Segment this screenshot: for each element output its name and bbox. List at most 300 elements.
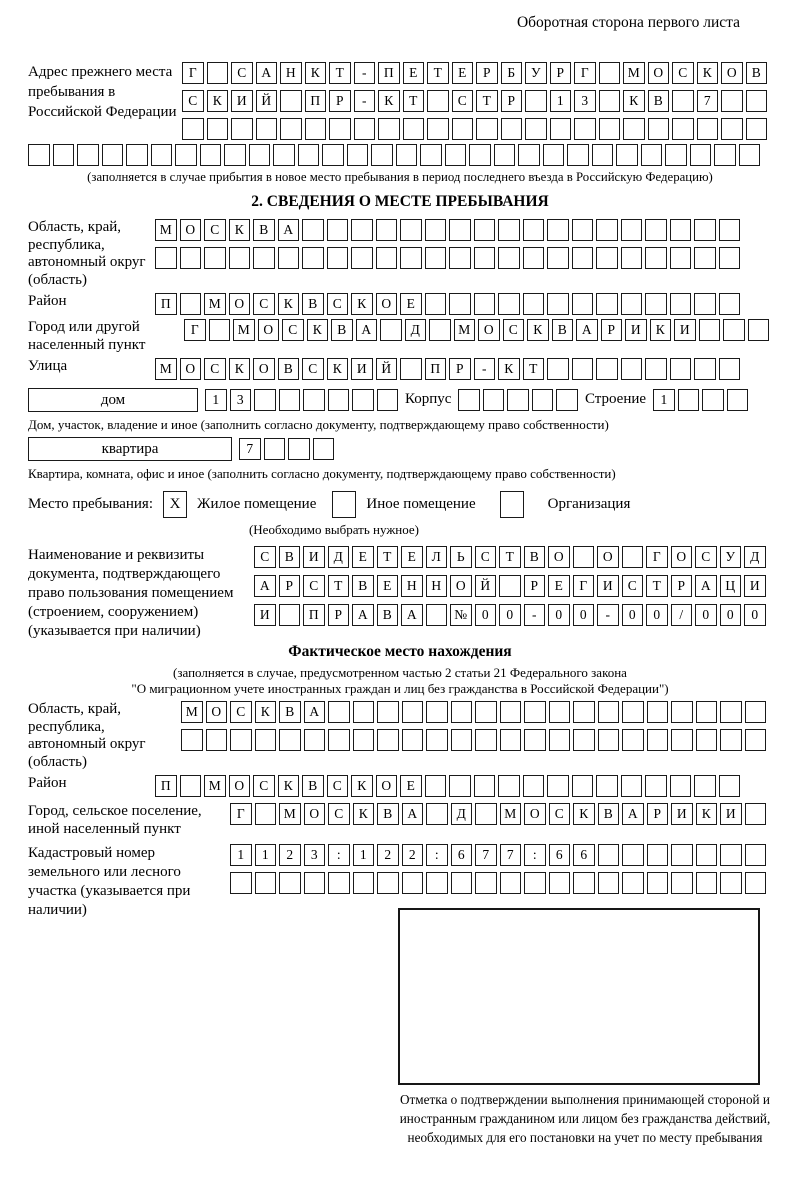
char-cell[interactable] [449,293,471,315]
char-cell[interactable] [645,358,667,380]
char-cell[interactable]: Г [573,575,595,597]
char-cell[interactable] [426,701,448,723]
char-cell[interactable] [647,872,669,894]
char-cell[interactable] [402,701,424,723]
char-cell[interactable]: Й [256,90,278,112]
char-cell[interactable] [721,90,743,112]
char-cell[interactable] [255,729,277,751]
char-cell[interactable] [427,118,449,140]
char-cell[interactable]: Е [400,293,422,315]
char-cell[interactable]: 0 [573,604,595,626]
char-cell[interactable] [279,389,301,411]
char-cell[interactable]: О [180,219,202,241]
char-cell[interactable]: С [204,219,226,241]
char-cell[interactable] [622,872,644,894]
char-cell[interactable] [549,701,571,723]
char-cell[interactable]: Т [523,358,545,380]
char-cell[interactable] [230,729,252,751]
char-cell[interactable]: 3 [574,90,596,112]
char-cell[interactable]: : [426,844,448,866]
char-cell[interactable]: Т [476,90,498,112]
char-cell[interactable]: И [303,546,325,568]
char-cell[interactable]: О [180,358,202,380]
char-cell[interactable]: И [625,319,647,341]
char-cell[interactable] [598,701,620,723]
char-cell[interactable] [696,844,718,866]
char-cell[interactable]: X [163,491,187,518]
char-cell[interactable]: С [302,358,324,380]
char-cell[interactable] [377,729,399,751]
char-cell[interactable] [543,144,565,166]
char-cell[interactable] [302,247,324,269]
char-cell[interactable] [518,144,540,166]
char-cell[interactable]: О [206,701,228,723]
char-cell[interactable] [426,872,448,894]
char-cell[interactable] [696,701,718,723]
char-cell[interactable] [748,319,770,341]
char-cell[interactable] [670,775,692,797]
char-cell[interactable]: С [327,775,349,797]
char-cell[interactable] [498,219,520,241]
char-cell[interactable]: Т [328,575,350,597]
char-cell[interactable] [523,247,545,269]
char-cell[interactable] [175,144,197,166]
char-cell[interactable]: О [671,546,693,568]
char-cell[interactable] [322,144,344,166]
char-cell[interactable]: У [720,546,742,568]
char-cell[interactable] [500,701,522,723]
char-cell[interactable] [678,389,700,411]
char-cell[interactable] [694,247,716,269]
char-cell[interactable]: С [549,803,571,825]
char-cell[interactable] [694,219,716,241]
char-cell[interactable] [377,389,399,411]
char-cell[interactable]: А [278,219,300,241]
char-cell[interactable]: Й [376,358,398,380]
char-cell[interactable] [574,118,596,140]
char-cell[interactable] [200,144,222,166]
char-cell[interactable] [592,144,614,166]
char-cell[interactable] [670,219,692,241]
char-cell[interactable] [451,872,473,894]
char-cell[interactable]: К [351,293,373,315]
char-cell[interactable] [596,775,618,797]
char-cell[interactable]: К [353,803,375,825]
char-cell[interactable]: Л [426,546,448,568]
char-cell[interactable]: О [253,358,275,380]
char-cell[interactable]: С [231,62,253,84]
char-cell[interactable]: С [204,358,226,380]
char-cell[interactable] [702,389,724,411]
char-cell[interactable] [567,144,589,166]
char-cell[interactable] [573,729,595,751]
char-cell[interactable] [452,118,474,140]
char-cell[interactable]: Т [329,62,351,84]
char-cell[interactable]: М [279,803,301,825]
char-cell[interactable]: 1 [230,844,252,866]
char-cell[interactable] [647,701,669,723]
char-cell[interactable] [616,144,638,166]
char-cell[interactable]: Д [328,546,350,568]
char-cell[interactable]: И [671,803,693,825]
char-cell[interactable] [273,144,295,166]
char-cell[interactable]: А [576,319,598,341]
char-cell[interactable]: К [351,775,373,797]
char-cell[interactable] [445,144,467,166]
char-cell[interactable] [253,247,275,269]
char-cell[interactable]: Е [377,575,399,597]
char-cell[interactable] [647,844,669,866]
char-cell[interactable] [469,144,491,166]
char-cell[interactable]: 0 [744,604,766,626]
char-cell[interactable]: 6 [549,844,571,866]
char-cell[interactable] [694,775,716,797]
char-cell[interactable]: Г [646,546,668,568]
char-cell[interactable]: В [524,546,546,568]
char-cell[interactable]: 2 [377,844,399,866]
char-cell[interactable] [645,247,667,269]
char-cell[interactable] [671,701,693,723]
char-cell[interactable]: 7 [475,844,497,866]
char-cell[interactable] [622,729,644,751]
char-cell[interactable] [427,90,449,112]
char-cell[interactable]: В [377,604,399,626]
char-cell[interactable]: - [474,358,496,380]
char-cell[interactable] [547,775,569,797]
char-cell[interactable]: С [253,775,275,797]
char-cell[interactable]: О [478,319,500,341]
char-cell[interactable]: А [356,319,378,341]
char-cell[interactable] [380,319,402,341]
char-cell[interactable]: Н [401,575,423,597]
char-cell[interactable]: А [256,62,278,84]
char-cell[interactable] [155,247,177,269]
char-cell[interactable] [328,872,350,894]
char-cell[interactable]: С [230,701,252,723]
char-cell[interactable]: 2 [279,844,301,866]
char-cell[interactable] [621,219,643,241]
char-cell[interactable]: В [746,62,768,84]
char-cell[interactable]: О [524,803,546,825]
char-cell[interactable]: К [498,358,520,380]
char-cell[interactable] [500,872,522,894]
char-cell[interactable]: 6 [451,844,473,866]
char-cell[interactable]: - [524,604,546,626]
char-cell[interactable]: С [182,90,204,112]
char-cell[interactable] [206,729,228,751]
char-cell[interactable]: Н [280,62,302,84]
char-cell[interactable]: : [524,844,546,866]
char-cell[interactable]: А [304,701,326,723]
char-cell[interactable] [278,247,300,269]
char-cell[interactable]: И [254,604,276,626]
char-cell[interactable] [305,118,327,140]
char-cell[interactable]: И [720,803,742,825]
char-cell[interactable]: И [744,575,766,597]
char-cell[interactable] [720,701,742,723]
char-cell[interactable]: М [623,62,645,84]
char-cell[interactable]: 1 [255,844,277,866]
char-cell[interactable] [402,729,424,751]
char-cell[interactable] [371,144,393,166]
char-cell[interactable] [425,293,447,315]
char-cell[interactable]: О [450,575,472,597]
char-cell[interactable] [327,219,349,241]
char-cell[interactable]: Т [427,62,449,84]
char-cell[interactable]: Е [400,775,422,797]
char-cell[interactable] [500,729,522,751]
char-cell[interactable] [420,144,442,166]
char-cell[interactable] [377,872,399,894]
char-cell[interactable]: Р [524,575,546,597]
char-cell[interactable] [304,729,326,751]
char-cell[interactable] [547,219,569,241]
char-cell[interactable] [696,872,718,894]
char-cell[interactable] [672,118,694,140]
char-cell[interactable] [332,491,356,518]
char-cell[interactable]: К [255,701,277,723]
char-cell[interactable]: Ц [720,575,742,597]
char-cell[interactable] [500,491,524,518]
char-cell[interactable]: Т [403,90,425,112]
char-cell[interactable]: К [697,62,719,84]
char-cell[interactable] [231,118,253,140]
char-cell[interactable]: И [597,575,619,597]
char-cell[interactable] [449,219,471,241]
char-cell[interactable]: О [376,775,398,797]
char-cell[interactable] [641,144,663,166]
char-cell[interactable]: В [278,358,300,380]
char-cell[interactable]: М [454,319,476,341]
char-cell[interactable] [396,144,418,166]
char-cell[interactable] [180,247,202,269]
char-cell[interactable] [353,701,375,723]
char-cell[interactable] [572,247,594,269]
char-cell[interactable]: К [623,90,645,112]
char-cell[interactable] [745,701,767,723]
char-cell[interactable]: А [622,803,644,825]
char-cell[interactable] [645,219,667,241]
char-cell[interactable]: 0 [499,604,521,626]
char-cell[interactable] [429,319,451,341]
char-cell[interactable] [714,144,736,166]
char-cell[interactable] [474,775,496,797]
char-cell[interactable]: : [328,844,350,866]
char-cell[interactable] [524,872,546,894]
char-cell[interactable] [699,319,721,341]
char-cell[interactable] [746,118,768,140]
char-cell[interactable] [622,546,644,568]
char-cell[interactable]: 0 [475,604,497,626]
char-cell[interactable]: В [598,803,620,825]
char-cell[interactable] [720,844,742,866]
char-cell[interactable]: 1 [353,844,375,866]
char-cell[interactable] [694,293,716,315]
char-cell[interactable]: К [527,319,549,341]
char-cell[interactable]: А [695,575,717,597]
char-cell[interactable] [425,775,447,797]
char-cell[interactable] [425,219,447,241]
char-cell[interactable] [547,293,569,315]
char-cell[interactable] [645,775,667,797]
char-cell[interactable]: И [674,319,696,341]
char-cell[interactable] [426,729,448,751]
char-cell[interactable] [532,389,554,411]
char-cell[interactable] [328,729,350,751]
char-cell[interactable] [572,358,594,380]
char-cell[interactable] [204,247,226,269]
char-cell[interactable] [328,701,350,723]
char-cell[interactable] [525,90,547,112]
char-cell[interactable]: 0 [646,604,668,626]
char-cell[interactable] [230,872,252,894]
char-cell[interactable]: 1 [550,90,572,112]
char-cell[interactable] [596,247,618,269]
char-cell[interactable] [279,729,301,751]
char-cell[interactable] [255,803,277,825]
char-cell[interactable]: С [253,293,275,315]
char-cell[interactable]: В [302,775,324,797]
char-cell[interactable]: Е [403,62,425,84]
char-cell[interactable] [549,872,571,894]
char-cell[interactable] [280,90,302,112]
char-cell[interactable] [671,844,693,866]
char-cell[interactable]: И [351,358,373,380]
char-cell[interactable] [547,358,569,380]
char-cell[interactable] [645,293,667,315]
char-cell[interactable]: О [548,546,570,568]
char-cell[interactable] [671,872,693,894]
char-cell[interactable] [327,247,349,269]
char-cell[interactable]: К [229,358,251,380]
char-cell[interactable]: С [695,546,717,568]
char-cell[interactable] [254,389,276,411]
char-cell[interactable] [279,604,301,626]
char-cell[interactable] [670,293,692,315]
char-cell[interactable]: В [377,803,399,825]
char-cell[interactable] [329,118,351,140]
char-cell[interactable]: Г [230,803,252,825]
char-cell[interactable] [249,144,271,166]
char-cell[interactable]: С [282,319,304,341]
char-cell[interactable] [621,247,643,269]
char-cell[interactable]: М [155,219,177,241]
char-cell[interactable] [256,118,278,140]
char-cell[interactable]: В [331,319,353,341]
char-cell[interactable]: Б [501,62,523,84]
char-cell[interactable] [572,775,594,797]
char-cell[interactable] [403,118,425,140]
char-cell[interactable]: 0 [548,604,570,626]
char-cell[interactable]: М [155,358,177,380]
char-cell[interactable] [229,247,251,269]
char-cell[interactable]: М [233,319,255,341]
char-cell[interactable]: О [304,803,326,825]
char-cell[interactable] [745,803,767,825]
char-cell[interactable] [279,872,301,894]
char-cell[interactable] [328,389,350,411]
char-cell[interactable]: 1 [653,389,675,411]
char-cell[interactable] [550,118,572,140]
char-cell[interactable]: Т [377,546,399,568]
char-cell[interactable]: А [401,604,423,626]
char-cell[interactable] [697,118,719,140]
char-cell[interactable]: М [204,293,226,315]
char-cell[interactable]: О [229,293,251,315]
char-cell[interactable]: А [402,803,424,825]
char-cell[interactable] [207,62,229,84]
char-cell[interactable] [351,219,373,241]
char-cell[interactable] [207,118,229,140]
char-cell[interactable] [302,219,324,241]
char-cell[interactable]: О [258,319,280,341]
char-cell[interactable] [298,144,320,166]
char-cell[interactable] [525,118,547,140]
char-cell[interactable]: В [253,219,275,241]
char-cell[interactable]: К [327,358,349,380]
char-cell[interactable]: - [354,90,376,112]
char-cell[interactable]: С [328,803,350,825]
char-cell[interactable] [264,438,286,460]
char-cell[interactable]: К [650,319,672,341]
char-cell[interactable]: С [475,546,497,568]
char-cell[interactable] [376,247,398,269]
char-cell[interactable] [573,872,595,894]
char-cell[interactable] [523,775,545,797]
char-cell[interactable] [475,701,497,723]
char-cell[interactable] [449,775,471,797]
char-cell[interactable] [400,358,422,380]
char-cell[interactable]: П [303,604,325,626]
char-cell[interactable] [745,872,767,894]
char-cell[interactable]: Д [451,803,473,825]
char-cell[interactable]: В [552,319,574,341]
char-cell[interactable] [719,219,741,241]
char-cell[interactable]: 2 [402,844,424,866]
char-cell[interactable] [720,872,742,894]
char-cell[interactable] [400,219,422,241]
char-cell[interactable] [596,358,618,380]
char-cell[interactable] [474,293,496,315]
char-cell[interactable]: К [229,219,251,241]
char-cell[interactable]: Р [550,62,572,84]
char-cell[interactable]: С [254,546,276,568]
char-cell[interactable] [354,118,376,140]
char-cell[interactable] [621,775,643,797]
char-cell[interactable] [721,118,743,140]
char-cell[interactable] [77,144,99,166]
char-cell[interactable] [353,729,375,751]
char-cell[interactable]: В [648,90,670,112]
char-cell[interactable] [378,118,400,140]
char-cell[interactable]: Е [401,546,423,568]
char-cell[interactable] [151,144,173,166]
char-cell[interactable]: К [696,803,718,825]
char-cell[interactable]: С [503,319,525,341]
char-cell[interactable] [745,729,767,751]
char-cell[interactable]: У [525,62,547,84]
char-cell[interactable]: 0 [622,604,644,626]
char-cell[interactable] [739,144,761,166]
char-cell[interactable] [599,118,621,140]
char-cell[interactable] [426,604,448,626]
char-cell[interactable] [53,144,75,166]
char-cell[interactable] [671,729,693,751]
char-cell[interactable] [458,389,480,411]
char-cell[interactable] [672,90,694,112]
char-cell[interactable] [102,144,124,166]
char-cell[interactable] [402,872,424,894]
